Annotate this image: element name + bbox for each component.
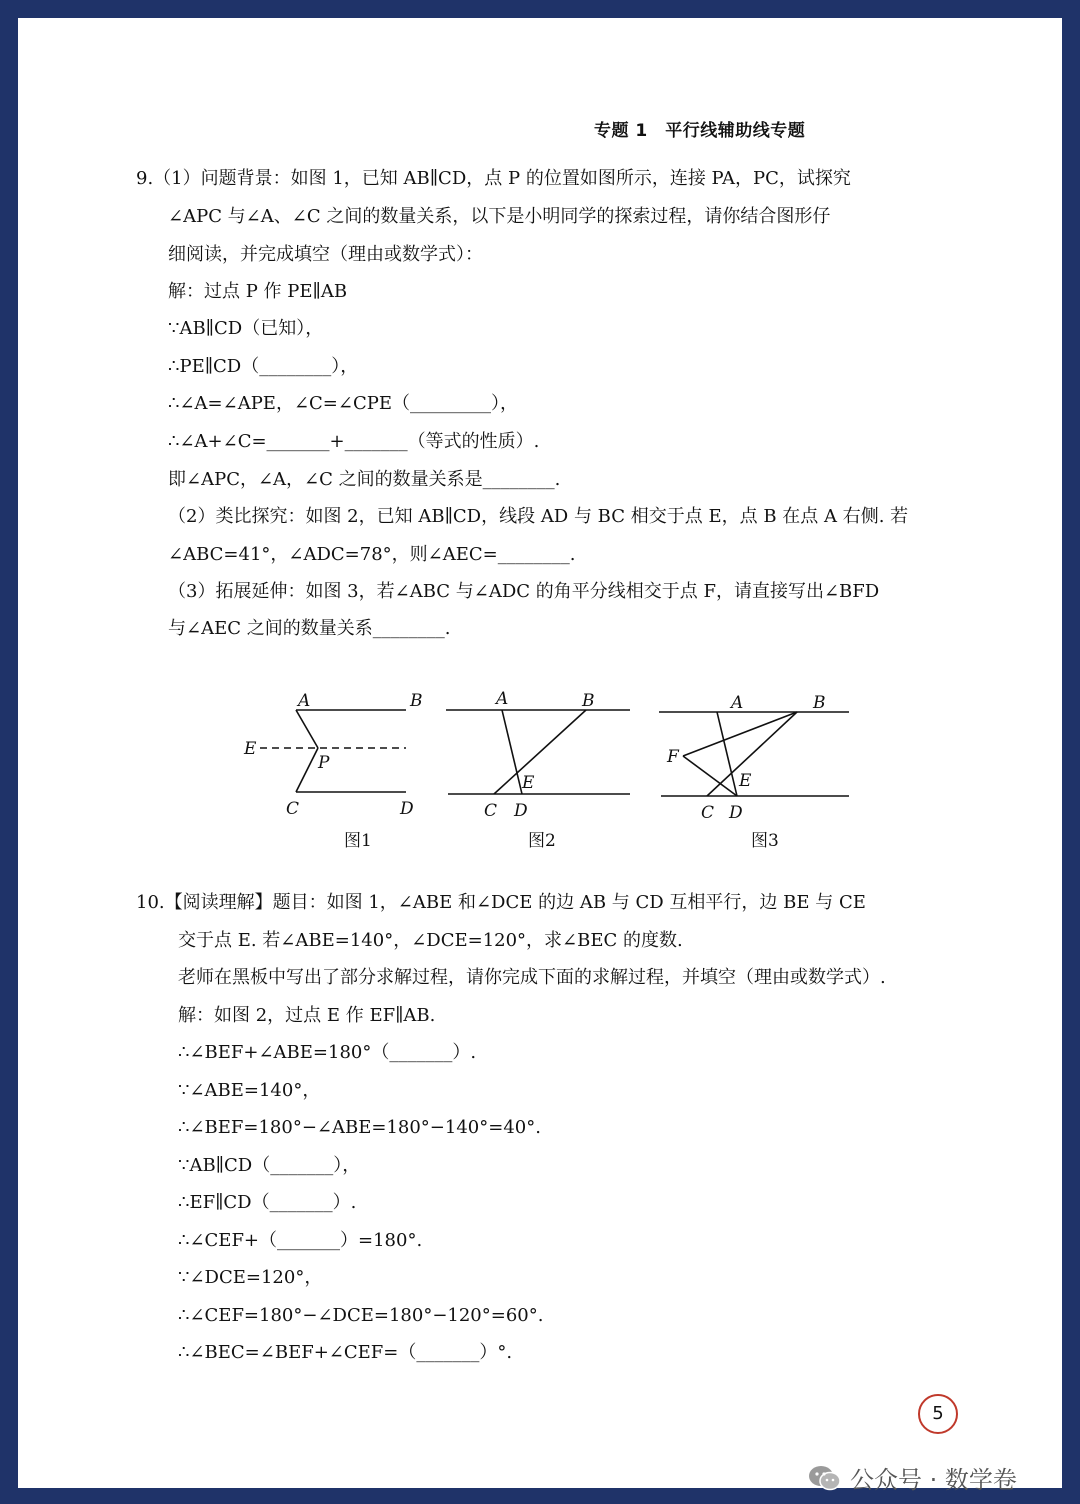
fig3-label-d: D	[729, 803, 743, 823]
fig3-label-e: E	[739, 771, 752, 791]
fig3-label-a: A	[731, 693, 744, 713]
q10-line-11: ∵∠DCE=120°，	[178, 1267, 323, 1288]
fig3-caption: 图3	[751, 831, 779, 851]
q9-line-5: ∵AB∥CD（已知），	[168, 318, 324, 339]
fig3-label-f: F	[667, 747, 679, 767]
fig2-label-b: B	[582, 691, 595, 711]
fig1-label-a: A	[298, 691, 311, 711]
figure-3	[653, 668, 873, 858]
q9-line-1: 9.（1）问题背景：如图 1，已知 AB∥CD，点 P 的位置如图所示，连接 PA，PC，试探究	[136, 168, 851, 189]
fig2-line-ad	[502, 710, 522, 794]
fig3-label-c: C	[701, 803, 715, 823]
fig2-line-bc	[494, 710, 586, 794]
page-header: 专题 1 平行线辅助线专题	[594, 121, 806, 141]
watermark	[808, 1460, 1017, 1495]
figure-2	[438, 668, 638, 858]
q10-line-9: ∴EF∥CD（_______）.	[178, 1192, 357, 1213]
q10-line-10: ∴∠CEF+（_______）=180°.	[178, 1230, 423, 1251]
watermark-text: 公众号 · 数学卷	[850, 1466, 1017, 1494]
fig1-label-c: C	[286, 799, 300, 819]
q9-line-10: （2）类比探究：如图 2，已知 AB∥CD，线段 AD 与 BC 相交于点 E，点 B 在点 A 右侧. 若	[168, 506, 909, 527]
q9-line-11: ∠ABC=41°，∠ADC=78°，则∠AEC=________.	[168, 544, 576, 565]
page-number: 5	[918, 1394, 958, 1434]
fig2-label-a: A	[496, 689, 509, 709]
q9-line-12: （3）拓展延伸：如图 3，若∠ABC 与∠ADC 的角平分线相交于点 F，请直接写出∠BFD	[168, 581, 880, 602]
fig1-line-ap	[296, 710, 318, 748]
q10-line-5: ∴∠BEF+∠ABE=180°（_______）.	[178, 1042, 477, 1063]
q10-line-13: ∴∠BEC=∠BEF+∠CEF=（_______）°.	[178, 1342, 513, 1363]
fig1-label-p: P	[318, 753, 330, 773]
q10-line-3: 老师在黑板中写出了部分求解过程，请你完成下面的求解过程，并填空（理由或数学式）.	[178, 967, 886, 988]
fig2-label-d: D	[514, 801, 528, 821]
fig2-caption: 图2	[528, 831, 556, 851]
q10-line-12: ∴∠CEF=180°−∠DCE=180°−120°=60°.	[178, 1305, 544, 1326]
fig2-label-e: E	[522, 773, 535, 793]
q10-line-2: 交于点 E. 若∠ABE=140°，∠DCE=120°，求∠BEC 的度数.	[178, 930, 683, 951]
q9-line-6: ∴PE∥CD（________），	[168, 356, 359, 377]
q10-line-4: 解：如图 2，过点 E 作 EF∥AB.	[178, 1005, 436, 1026]
q9-line-7: ∴∠A=∠APE，∠C=∠CPE（_________），	[168, 393, 518, 414]
fig3-line-bf	[683, 712, 797, 756]
figure-1	[228, 668, 428, 858]
fig1-label-e: E	[244, 739, 257, 759]
q9-line-13: 与∠AEC 之间的数量关系________.	[168, 618, 451, 639]
document-page	[18, 18, 1062, 1494]
q9-line-4: 解：过点 P 作 PE∥AB	[168, 281, 348, 302]
q10-line-7: ∴∠BEF=180°−∠ABE=180°−140°=40°.	[178, 1117, 541, 1138]
fig1-caption: 图1	[344, 831, 372, 851]
wechat-icon	[808, 1464, 842, 1492]
fig3-label-b: B	[813, 693, 826, 713]
fig1-label-d: D	[400, 799, 414, 819]
q10-line-6: ∵∠ABE=140°，	[178, 1080, 321, 1101]
q10-line-1: 10.【阅读理解】题目：如图 1，∠ABE 和∠DCE 的边 AB 与 CD 互相平行，边 BE 与 CE	[136, 892, 866, 913]
q9-line-9: 即∠APC，∠A，∠C 之间的数量关系是________.	[168, 469, 561, 490]
fig1-label-b: B	[410, 691, 423, 711]
q9-line-2: ∠APC 与∠A、∠C 之间的数量关系，以下是小明同学的探索过程，请你结合图形仔	[168, 206, 831, 227]
q10-line-8: ∵AB∥CD（_______），	[178, 1155, 361, 1176]
fig1-line-pc	[296, 748, 318, 792]
fig2-label-c: C	[484, 801, 498, 821]
q9-line-3: 细阅读，并完成填空（理由或数学式）：	[168, 244, 483, 265]
q9-line-8: ∴∠A+∠C=_______+_______（等式的性质）.	[168, 431, 540, 452]
